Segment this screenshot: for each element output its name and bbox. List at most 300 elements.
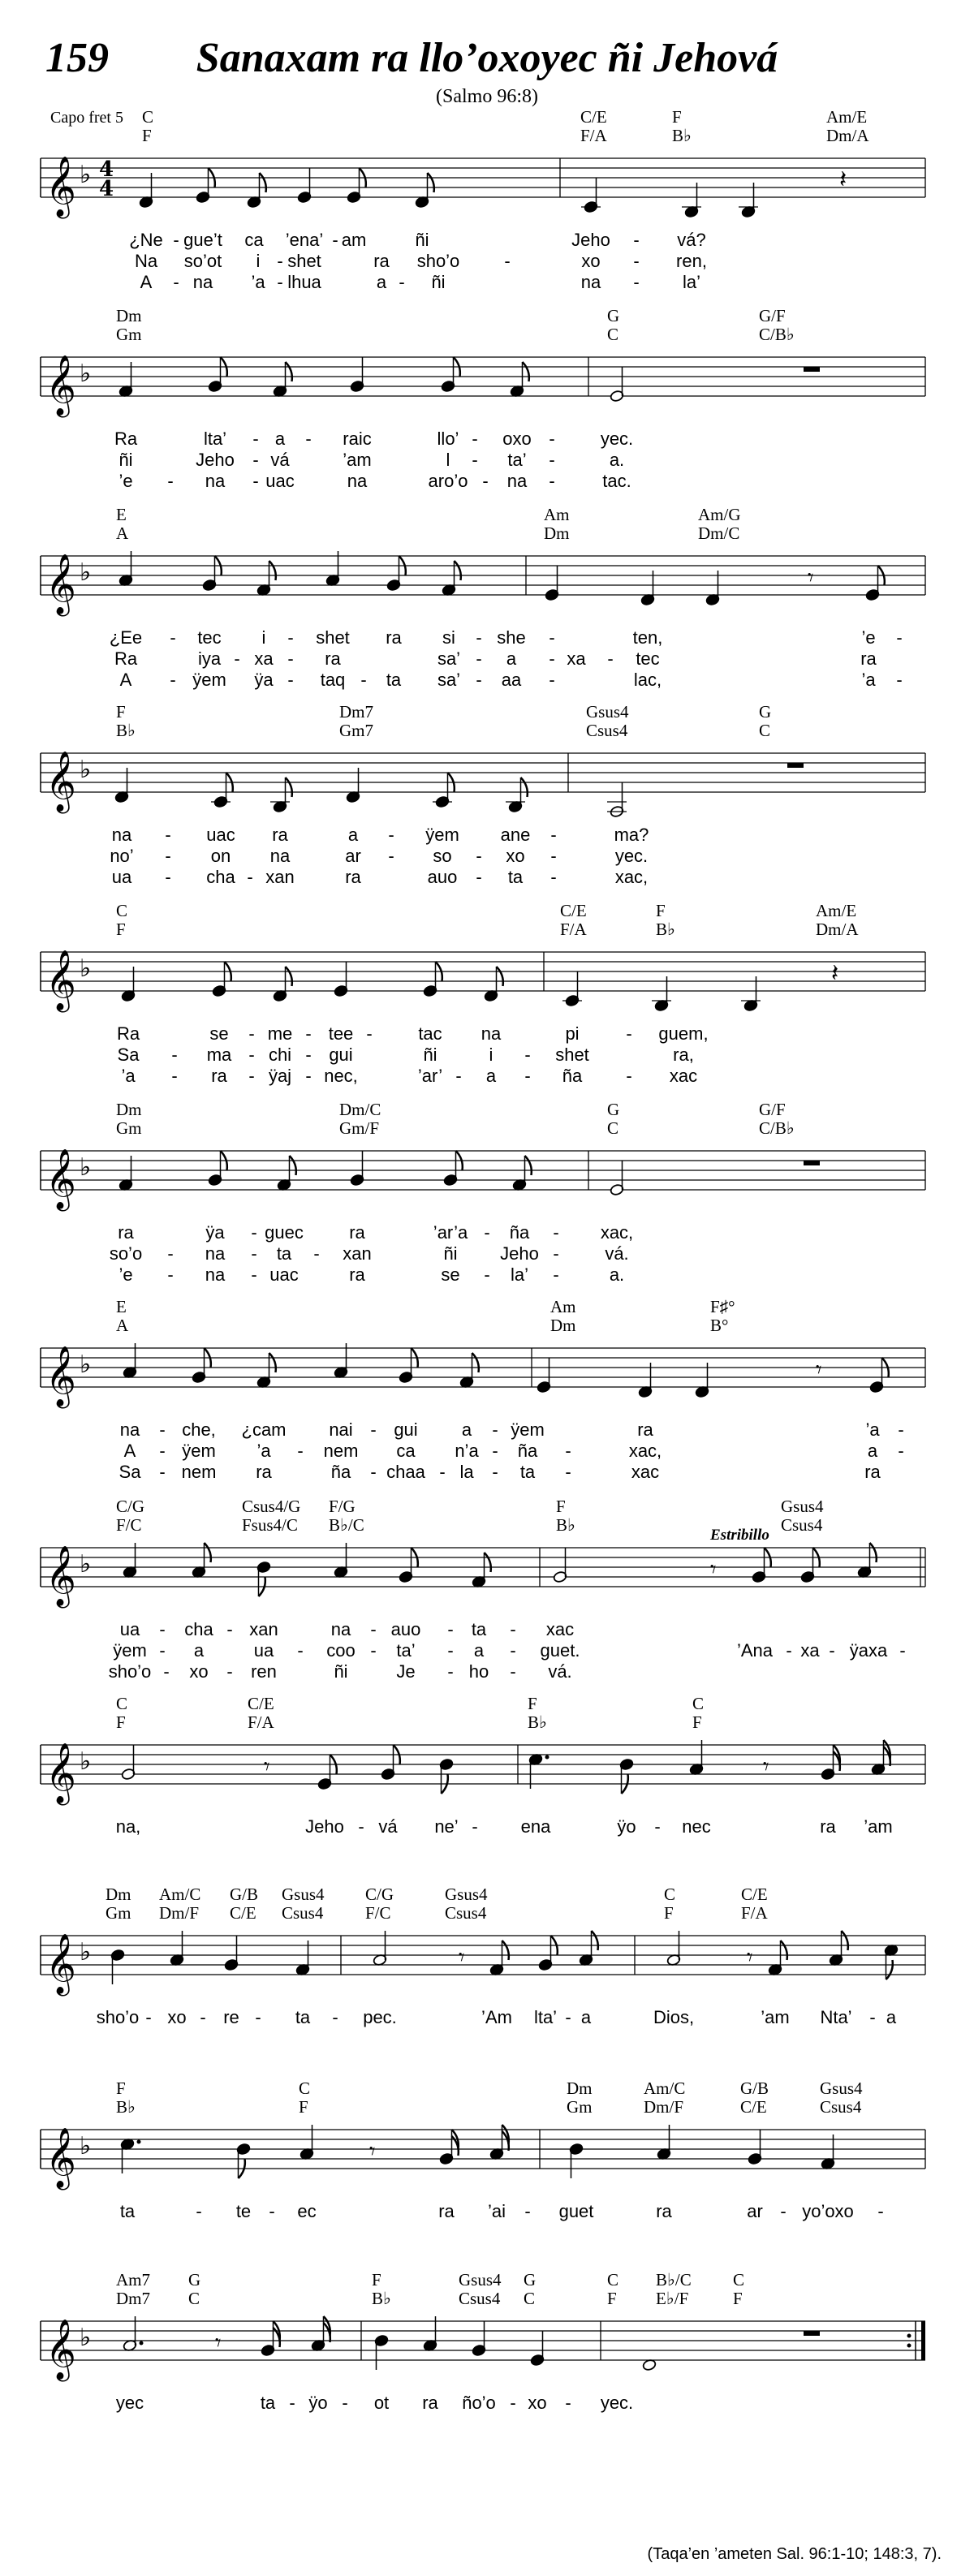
lyric-syllable: ñi (415, 230, 429, 250)
lyric-syllable: ra (860, 648, 877, 669)
syllable-hyphen: - (248, 1045, 255, 1065)
chord-label: C (759, 721, 771, 740)
lyric-syllable: se (441, 1264, 460, 1285)
lyric-syllable: vá (378, 1816, 398, 1837)
syllable-hyphen: - (786, 1640, 792, 1661)
lyric-syllable: Jeho (571, 230, 610, 250)
lyric-syllable: na, (115, 1816, 141, 1837)
chord-label: Fsus4/C (242, 1515, 298, 1535)
syllable-hyphen: - (510, 1619, 516, 1639)
chord-label: F (116, 702, 126, 722)
lyric-syllable: Jeho (500, 1243, 539, 1264)
chord-label: E♭/F (656, 2289, 689, 2308)
chord-label: Gsus4 (820, 2078, 863, 2098)
chord-label: G/B (230, 1885, 259, 1904)
lyric-syllable: che, (182, 1419, 216, 1440)
lyric-syllable: no’ (110, 846, 134, 866)
lyric-syllable: aro’o (428, 471, 468, 491)
chord-label: Dm/C (339, 1100, 381, 1119)
lyric-syllable: ua (111, 867, 132, 887)
lyric-syllable: ’e (119, 471, 133, 491)
lyric-syllable: ca (244, 230, 264, 250)
lyric-syllable: ’a (121, 1066, 136, 1086)
syllable-hyphen: - (287, 627, 294, 648)
chord-label: F/A (741, 1903, 768, 1923)
chord-label: F (692, 1712, 702, 1732)
chord-label: Csus4 (820, 2097, 862, 2117)
lyric-syllable: ta (471, 1619, 487, 1639)
chord-label: G (759, 702, 772, 722)
lyric-syllable: na (205, 1264, 226, 1285)
lyric-syllable: xa (800, 1640, 820, 1661)
syllable-hyphen: - (898, 1441, 904, 1461)
syllable-hyphen: - (565, 2393, 571, 2413)
lyric-syllable: so’o (109, 1243, 143, 1264)
lyric-syllable: ña (330, 1462, 351, 1482)
chord-label: Gsus4 (445, 1885, 488, 1904)
lyric-syllable: na (205, 1243, 226, 1264)
svg-text:𝄾: 𝄾 (808, 564, 814, 591)
syllable-hyphen: - (510, 1640, 516, 1661)
chord-label: F/A (560, 920, 587, 939)
chord-label: C/E (740, 2097, 767, 2117)
syllable-hyphen: - (305, 1066, 312, 1086)
lyric-syllable: xa (567, 648, 586, 669)
lyric-syllable: ra (349, 1222, 365, 1243)
chord-label: F♯° (710, 1297, 735, 1316)
chord-label: C/B♭ (759, 325, 795, 344)
chord-label: Gm (116, 1118, 142, 1138)
lyric-syllable: ño’o (462, 2393, 496, 2413)
chord-label: Am/E (816, 901, 857, 920)
lyric-syllable: Ra (116, 1023, 140, 1044)
lyric-syllable: ua (253, 1640, 274, 1661)
syllable-hyphen: - (550, 846, 557, 866)
chord-label: B♭ (528, 1712, 547, 1732)
syllable-hyphen: - (524, 2201, 531, 2221)
lyric-syllable: llo’ (437, 429, 459, 449)
syllable-hyphen: - (305, 429, 312, 449)
chord-label: Dm (567, 2078, 593, 2098)
syllable-hyphen: - (896, 670, 903, 690)
syllable-hyphen: - (549, 670, 555, 690)
lyric-syllable: ten, (632, 627, 663, 648)
lyric-syllable: ÿa (205, 1222, 225, 1243)
lyric-syllable: iya (197, 648, 222, 669)
chord-label: E (116, 505, 127, 524)
syllable-hyphen: - (472, 1816, 478, 1837)
lyric-syllable: ra, (673, 1045, 694, 1065)
lyric-syllable: cha (184, 1619, 213, 1639)
lyric-syllable: tec (636, 648, 660, 669)
lyric-syllable: tee (328, 1023, 354, 1044)
chord-label: Gm (106, 1903, 131, 1923)
lyric-syllable: shet (555, 1045, 589, 1065)
syllable-hyphen: - (366, 1023, 373, 1044)
syllable-hyphen: - (171, 1066, 178, 1086)
lyric-syllable: Ra (114, 648, 138, 669)
lyric-syllable: na (192, 272, 213, 292)
syllable-hyphen: - (626, 1023, 632, 1044)
chord-label: F (116, 1712, 126, 1732)
lyric-syllable: cha (206, 867, 235, 887)
music-staff (0, 1515, 974, 1621)
lyric-syllable: ’ar’ (417, 1066, 443, 1086)
syllable-hyphen: - (607, 648, 614, 669)
key-signature-flat-icon: ♭ (80, 161, 92, 189)
lyric-syllable: tec (197, 627, 222, 648)
chord-label: F (116, 2078, 126, 2098)
lyric-syllable: ra (349, 1264, 365, 1285)
syllable-hyphen: - (167, 1243, 174, 1264)
syllable-hyphen: - (492, 1419, 498, 1440)
syllable-hyphen: - (553, 1264, 559, 1285)
key-signature-flat-icon: ♭ (80, 360, 92, 388)
lyric-syllable: ’a (256, 1441, 271, 1461)
svg-text:𝄾: 𝄾 (369, 2138, 376, 2165)
chord-label: Gsus4 (459, 2270, 502, 2290)
lyric-syllable: ra (422, 2393, 438, 2413)
lyric-syllable: a. (609, 450, 625, 470)
syllable-hyphen: - (255, 2007, 261, 2027)
lyric-syllable: gue’t (183, 230, 222, 250)
treble-clef-icon: 𝄞 (45, 1149, 76, 1209)
lyric-syllable: vá. (605, 1243, 629, 1264)
lyric-syllable: guet (558, 2201, 594, 2221)
syllable-hyphen: - (549, 471, 555, 491)
lyric-syllable: ta (260, 2393, 276, 2413)
lyric-syllable: ’Ana (736, 1640, 774, 1661)
lyric-syllable: ta (519, 1462, 536, 1482)
lyric-syllable: i (489, 1045, 493, 1065)
chord-label: A (116, 1316, 129, 1335)
chord-label: C/G (365, 1885, 394, 1904)
lyric-syllable: ÿem (182, 1441, 216, 1461)
syllable-hyphen: - (159, 1419, 166, 1440)
lyric-syllable: te (235, 2201, 252, 2221)
lyric-syllable: ñi (443, 1243, 458, 1264)
scripture-reference: (Taqa’en ’ameten Sal. 96:1-10; 148:3, 7). (647, 2545, 942, 2563)
chord-label: Dm (116, 306, 142, 325)
syllable-hyphen: - (898, 1419, 904, 1440)
syllable-hyphen: - (553, 1243, 559, 1264)
lyric-syllable: vá (270, 450, 290, 470)
syllable-hyphen: - (492, 1441, 498, 1461)
lyric-syllable: lac, (633, 670, 662, 690)
syllable-hyphen: - (780, 2201, 787, 2221)
key-signature-flat-icon: ♭ (80, 1747, 92, 1776)
lyric-syllable: Dios, (653, 2007, 695, 2027)
syllable-hyphen: - (159, 1619, 166, 1639)
chord-label: C (188, 2289, 200, 2308)
lyric-syllable: xac (631, 1462, 660, 1482)
key-signature-flat-icon: ♭ (80, 1938, 92, 1966)
syllable-hyphen: - (358, 1816, 364, 1837)
lyric-syllable: gui (394, 1419, 418, 1440)
lyric-syllable: ena (520, 1816, 551, 1837)
music-staff (0, 523, 974, 629)
lyric-syllable: ma? (614, 825, 649, 845)
lyric-syllable: ’am (864, 1816, 893, 1837)
lyric-syllable: chi (268, 1045, 292, 1065)
lyric-syllable: ren, (676, 251, 707, 271)
syllable-hyphen: - (342, 2393, 348, 2413)
lyric-syllable: xo (167, 2007, 187, 2027)
lyric-syllable: ñi (334, 1661, 348, 1682)
lyric-syllable: me (267, 1023, 293, 1044)
svg-text:𝄾: 𝄾 (763, 1753, 769, 1780)
chord-label: G/F (759, 1100, 786, 1119)
lyric-syllable: a (485, 1066, 497, 1086)
lyric-syllable: ñi (423, 1045, 437, 1065)
lyric-syllable: ta (276, 1243, 292, 1264)
treble-clef-icon: 𝄞 (45, 950, 76, 1010)
chord-label: Gm (567, 2097, 593, 2117)
lyric-syllable: auo (390, 1619, 421, 1639)
chord-label: Csus4/G (242, 1497, 301, 1516)
lyric-syllable: gui (329, 1045, 353, 1065)
syllable-hyphen: - (251, 1222, 257, 1243)
syllable-hyphen: - (200, 2007, 206, 2027)
chord-label: C (607, 2270, 619, 2290)
syllable-hyphen: - (171, 1045, 178, 1065)
refrain-label: Estribillo (710, 1527, 769, 1544)
chord-label: G (188, 2270, 201, 2290)
syllable-hyphen: - (234, 648, 240, 669)
lyric-syllable: ’ar’a (433, 1222, 468, 1243)
chord-label: F/C (116, 1515, 142, 1535)
syllable-hyphen: - (550, 867, 557, 887)
time-signature: 4 (99, 177, 114, 201)
lyric-syllable: Ra (114, 429, 138, 449)
lyric-syllable: nem (323, 1441, 359, 1461)
chord-label: C/E (580, 107, 607, 127)
lyric-syllable: na (205, 471, 226, 491)
chord-label: Dm7 (339, 702, 373, 722)
lyric-syllable: ra (438, 2201, 455, 2221)
lyric-syllable: ne’ (434, 1816, 459, 1837)
syllable-hyphen: - (173, 230, 179, 250)
lyric-syllable: ra (656, 2201, 672, 2221)
chord-label: C (607, 325, 619, 344)
syllable-hyphen: - (248, 1023, 255, 1044)
lyric-syllable: ñi (119, 450, 133, 470)
syllable-hyphen: - (524, 1066, 531, 1086)
syllable-hyphen: - (633, 272, 640, 292)
syllable-hyphen: - (313, 1243, 320, 1264)
syllable-hyphen: - (305, 1023, 312, 1044)
syllable-hyphen: - (305, 1045, 312, 1065)
lyric-syllable: sa’ (437, 648, 461, 669)
chord-label: Am/G (698, 505, 741, 524)
chord-label: G (607, 1100, 620, 1119)
lyric-syllable: ar (747, 2201, 763, 2221)
music-staff (0, 2289, 974, 2394)
lyric-syllable: ’Am (481, 2007, 512, 2027)
chord-label: F/G (329, 1497, 356, 1516)
chord-label: F (733, 2289, 743, 2308)
lyric-syllable: vá. (548, 1661, 572, 1682)
syllable-hyphen: - (360, 670, 367, 690)
lyric-syllable: ÿem (192, 670, 226, 690)
chord-label: Dm (550, 1316, 576, 1335)
chord-label: Dm (106, 1885, 131, 1904)
key-signature-flat-icon: ♭ (80, 2132, 92, 2160)
lyric-syllable: ’a (251, 272, 265, 292)
chord-label: Gsus4 (781, 1497, 824, 1516)
treble-clef-icon: 𝄞 (45, 752, 76, 812)
chord-label: F/C (365, 1903, 391, 1923)
lyric-syllable: xo (506, 846, 525, 866)
key-signature-flat-icon: ♭ (80, 2324, 92, 2352)
chord-label: Csus4 (781, 1515, 823, 1535)
syllable-hyphen: - (476, 846, 482, 866)
chord-label: Gm7 (339, 721, 373, 740)
lyric-syllable: si (442, 627, 455, 648)
chord-label: C/E (248, 1694, 274, 1713)
syllable-hyphen: - (472, 450, 478, 470)
key-signature-flat-icon: ♭ (80, 954, 92, 983)
key-signature-flat-icon: ♭ (80, 558, 92, 587)
syllable-hyphen: - (297, 1640, 304, 1661)
lyric-syllable: nem (181, 1462, 217, 1482)
chord-label: F (556, 1497, 566, 1516)
syllable-hyphen: - (167, 1264, 174, 1285)
capo-instruction: Capo fret 5 (50, 109, 123, 127)
chord-label: Csus4 (586, 721, 628, 740)
syllable-hyphen: - (251, 1243, 257, 1264)
syllable-hyphen: - (549, 450, 555, 470)
chord-label: B♭ (372, 2289, 391, 2308)
key-signature-flat-icon: ♭ (80, 1350, 92, 1379)
chord-label: F (528, 1694, 537, 1713)
lyric-syllable: ra (272, 825, 288, 845)
syllable-hyphen: - (247, 867, 253, 887)
chord-label: B♭/C (656, 2270, 692, 2290)
syllable-hyphen: - (476, 627, 482, 648)
syllable-hyphen: - (447, 1640, 454, 1661)
lyric-syllable: vá? (677, 230, 706, 250)
lyric-syllable: yec. (600, 429, 634, 449)
chord-label: Gm/F (339, 1118, 380, 1138)
lyric-syllable: chaa (386, 1462, 425, 1482)
chord-label: Am (550, 1297, 576, 1316)
syllable-hyphen: - (896, 627, 903, 648)
lyric-syllable: na (330, 1619, 351, 1639)
syllable-hyphen: - (484, 1222, 490, 1243)
lyric-syllable: Jeho (196, 450, 235, 470)
lyric-syllable: xac, (600, 1222, 634, 1243)
syllable-hyphen: - (287, 648, 294, 669)
lyric-syllable: ÿaj (268, 1066, 292, 1086)
lyric-syllable: ÿo (617, 1816, 636, 1837)
lyric-syllable: na (269, 846, 291, 866)
lyric-syllable: ¿Ee (109, 627, 143, 648)
syllable-hyphen: - (565, 1441, 571, 1461)
chord-label: B♭ (656, 920, 675, 939)
treble-clef-icon: 𝄞 (45, 355, 76, 416)
syllable-hyphen: - (297, 1441, 304, 1461)
lyric-syllable: ta (507, 867, 524, 887)
music-staff (0, 325, 974, 430)
chord-label: Dm (544, 523, 570, 543)
syllable-hyphen: - (252, 450, 259, 470)
syllable-hyphen: - (510, 1661, 516, 1682)
lyric-syllable: ra (864, 1462, 881, 1482)
chord-label: C/B♭ (759, 1118, 795, 1138)
lyric-syllable: Na (134, 251, 158, 271)
music-staff (0, 1712, 974, 1818)
syllable-hyphen: - (476, 670, 482, 690)
chord-label: Am7 (116, 2270, 150, 2290)
chord-label: G (524, 2270, 537, 2290)
lyric-syllable: a (193, 1640, 205, 1661)
syllable-hyphen: - (439, 1462, 446, 1482)
lyric-syllable: ’ai (487, 2201, 506, 2221)
lyric-syllable: sho’o (416, 251, 460, 271)
chord-label: C/E (560, 901, 587, 920)
chord-label: F/A (248, 1712, 274, 1732)
chord-label: C (692, 1694, 705, 1713)
lyric-syllable: xo (189, 1661, 209, 1682)
lyric-syllable: a (886, 2007, 897, 2027)
chord-label: Am/C (644, 2078, 686, 2098)
lyric-syllable: Sa (117, 1045, 140, 1065)
lyric-syllable: a (506, 648, 517, 669)
music-staff (0, 126, 974, 231)
syllable-hyphen: - (877, 2201, 884, 2221)
syllable-hyphen: - (173, 272, 179, 292)
chord-label: Am (544, 505, 570, 524)
chord-label: F/A (580, 126, 607, 145)
music-staff (0, 1316, 974, 1421)
chord-label: B♭ (556, 1515, 575, 1535)
syllable-hyphen: - (277, 251, 283, 271)
lyric-syllable: yo’oxo (802, 2201, 854, 2221)
lyric-syllable: shet (316, 627, 350, 648)
lyric-syllable: ma (206, 1045, 232, 1065)
lyric-syllable: xac (669, 1066, 698, 1086)
lyric-syllable: uac (269, 1264, 299, 1285)
lyric-syllable: Je (396, 1661, 416, 1682)
syllable-hyphen: - (159, 1441, 166, 1461)
chord-label: C (299, 2078, 311, 2098)
syllable-hyphen: - (277, 272, 283, 292)
lyric-syllable: taq (320, 670, 346, 690)
lyric-syllable: tac. (602, 471, 631, 491)
lyric-syllable: n’a (455, 1441, 479, 1461)
syllable-hyphen: - (553, 1222, 559, 1243)
chord-label: E (116, 1297, 127, 1316)
lyric-syllable: ña (562, 1066, 583, 1086)
syllable-hyphen: - (289, 2393, 295, 2413)
syllable-hyphen: - (165, 867, 171, 887)
lyric-syllable: na (481, 1023, 502, 1044)
chord-label: C/E (230, 1903, 256, 1923)
lyric-syllable: ’a (865, 1419, 880, 1440)
lyric-syllable: nec, (324, 1066, 358, 1086)
lyric-syllable: ÿaxa (849, 1640, 888, 1661)
chord-label: Am/C (159, 1885, 201, 1904)
key-signature-flat-icon: ♭ (80, 756, 92, 784)
lyric-syllable: Sa (119, 1462, 141, 1482)
chord-label: Gsus4 (586, 702, 629, 722)
chord-label: C (607, 1118, 619, 1138)
chord-label: Dm/C (698, 523, 740, 543)
lyric-syllable: guem, (658, 1023, 709, 1044)
lyric-syllable: la’ (682, 272, 701, 292)
syllable-hyphen: - (226, 1661, 233, 1682)
